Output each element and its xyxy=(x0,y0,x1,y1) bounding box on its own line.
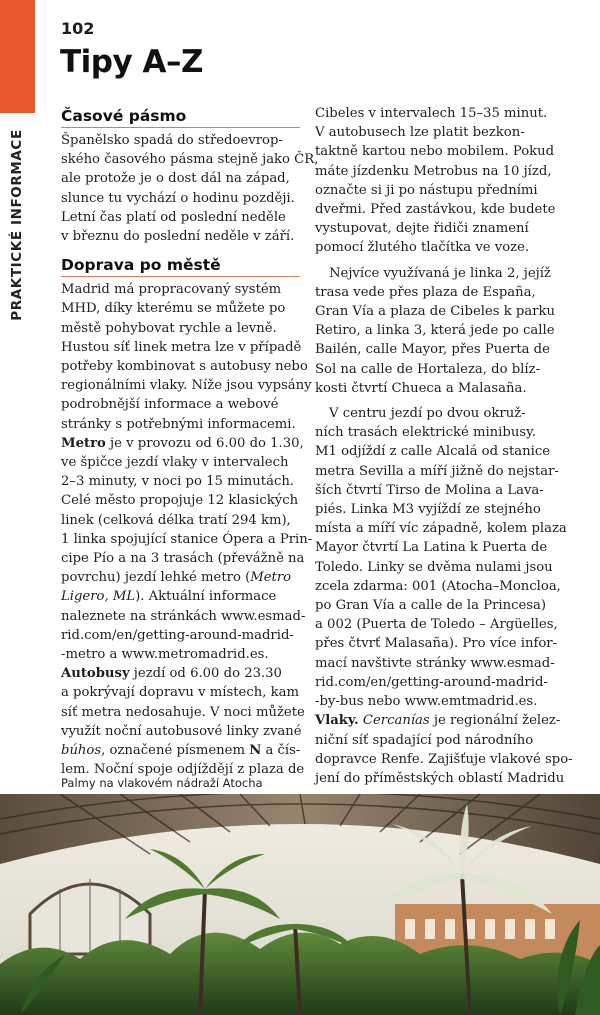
atocha-station-photo xyxy=(0,794,600,1015)
left-column xyxy=(61,104,319,780)
timezone-heading: Časové pásmo xyxy=(61,106,300,128)
bus-continuation-paragraph: Cibeles v intervalech 15–35 minut. V autobusech lze platit bezkon- taktně kartou nebo mobilem. Pokud máte jízdenku Metrobus na 10 jízd, označte si ji po nástupu předními dveřmi. Před zastávkou, kde budete vystupovat, dejte řidiči znamení pomocí žlutého tlačítka ve voze. xyxy=(315,106,556,256)
photo-caption: Palmy na vlakovém nádraží Atocha xyxy=(61,776,263,790)
bus-paragraph: Autobusy jezdí od 6.00 do 23.30 a pokrývají dopravu v místech, kam síť metra nedosahuje. V noci můžete využít noční autobusové linky zvané búhos, označené písmenem N a čís- lem. Noční spoje odjíždějí z plaza de xyxy=(61,666,305,778)
page-number: 102 xyxy=(61,19,95,38)
section-color-tab xyxy=(0,0,35,113)
transport-intro-paragraph: Madrid má propracovaný systém MHD, díky kterému se můžete po městě pohybovat rychle a levně. Hustou síť linek metra lze v případě potřeby kombinovat s autobusy nebo regionálními vlaky. Níže jsou vypsány podrobnější informace a webové stránky s potřebnými informacemi. xyxy=(61,282,312,432)
trains-paragraph: Vlaky. Cercanías je regionální želez- niční síť spadající pod národního dopravce Renfe. Zajišťuje vlakové spo- jení do příměstských oblastí Madridu xyxy=(315,713,573,786)
section-side-label: PRAKTICKÉ INFORMACE xyxy=(9,129,25,321)
metro-paragraph: Metro je v provozu od 6.00 do 1.30, ve špičce jezdí vlaky v intervalech 2–3 minuty, v noci po 15 minutách. Celé město propojuje 12 klasických linek (celková délka tratí 294 km), 1 linka spojující stanice Ópera a Prin- cipe Pío a na 3 trasách (převážně na povrchu) jezdí lehké metro (Metro Ligero, ML). Aktuální informace naleznete na stránkách www.esmad- rid.com/en/getting-around-madrid- -metro a www.metromadrid.es. xyxy=(61,435,313,663)
page-title: Tipy A–Z xyxy=(60,44,203,80)
transport-heading: Doprava po městě xyxy=(61,255,300,277)
bus-lines-paragraph: Nejvíce využívaná je linka 2, jejíž trasa vede přes plaza de España, Gran Vía a plaza de Cibeles k parku Retiro, a linka 3, která jede po calle Bailén, calle Mayor, přes Puerta de Sol na calle de Hortaleza, do blíz- kosti čtvrtí Chueca a Malasaña. xyxy=(315,265,556,396)
minibus-paragraph: V centru jezdí po dvou okruž- ních trasách elektrické minibusy. M1 odjíždí z calle Alcalá od stanice metra Sevilla a míří jižně do nejstar- ších čtvrtí Tirso de Molina a Lava- piés. Linka M3 vyjíždí ze stejného místa a míří víc západně, kolem plaza Mayor čtvrtí La Latina k Puerta de Toledo. Linky se dvěma nulami jsou zcela zdarma: 001 (Atocha–Moncloa, po Gran Vía a calle de la Princesa) a 002 (Puerta de Toledo – Argüelles, přes čtvrť Malasaña). Pro více infor- mací navštivte stránky www.esmad- rid.com/en/getting-around-madrid- -by-bus nebo www.emtmadrid.es. xyxy=(315,406,567,710)
timezone-paragraph: Španělsko spadá do středoevrop- ského časového pásma stejně jako ČR, ale protože je o dost dál na západ, slunce tu vychází o hodinu později. Letní čas platí od poslední neděle v březnu do poslední neděle v září. xyxy=(61,133,319,245)
right-column xyxy=(315,104,573,788)
